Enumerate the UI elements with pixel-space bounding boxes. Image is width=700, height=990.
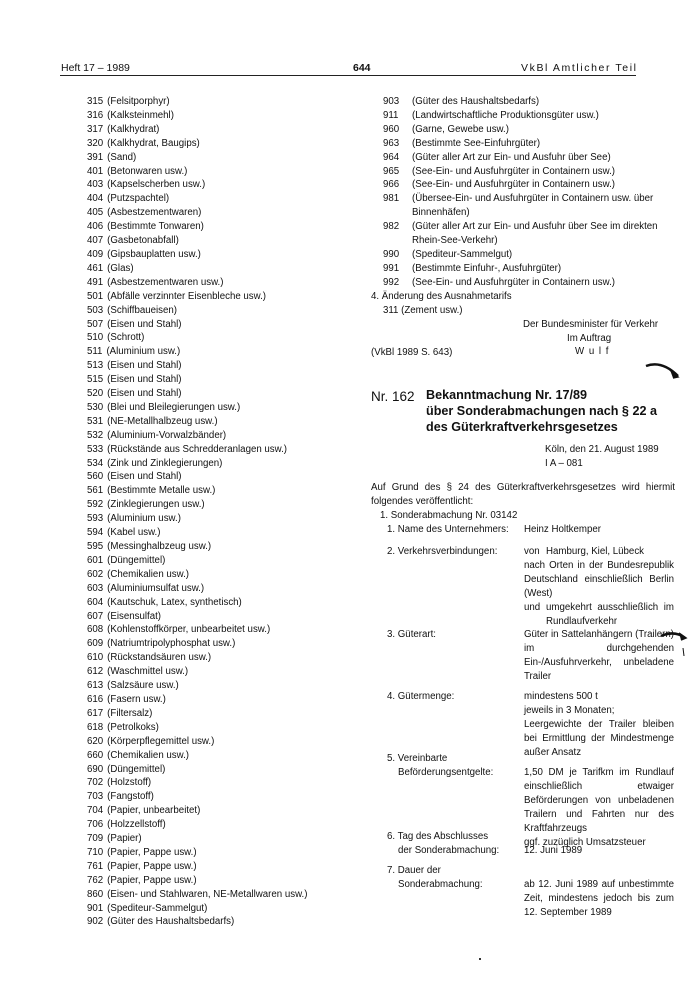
list-item	[87, 443, 357, 457]
list-item-desc: (Aluminiumsulfat usw.)	[107, 582, 205, 594]
list-item-desc: (Aluminium usw.)	[106, 346, 181, 358]
list-item	[87, 623, 357, 637]
list-item	[87, 304, 357, 318]
list-item-code: 660	[87, 749, 104, 761]
list-item-code: 616	[87, 693, 104, 705]
announcement-title	[426, 387, 686, 435]
list-item-desc: (Holzstoff)	[107, 777, 152, 789]
list-item-code: 982	[383, 221, 400, 233]
list-item	[87, 554, 357, 568]
aenderung-heading: 4. Änderung des Ausnahmetarifs	[371, 291, 512, 302]
list-item-desc: (Zink und Zinklegierungen)	[107, 457, 223, 469]
entry-5-label	[387, 752, 512, 780]
list-item	[87, 679, 357, 693]
list-item-code: 991	[383, 262, 400, 274]
list-item	[383, 178, 673, 192]
list-item-desc: (Schrott)	[107, 332, 145, 344]
list-item	[87, 776, 357, 790]
entry-7-label-2: Sonderabmachung:	[398, 878, 483, 890]
list-item-desc: (Kabel usw.)	[107, 527, 161, 539]
list-item-desc: (Papier)	[107, 833, 142, 845]
list-item	[383, 248, 673, 262]
list-item-code: 703	[87, 791, 104, 803]
list-item-code: 609	[87, 638, 104, 650]
entry-2-value	[524, 545, 674, 628]
list-item-desc: (Güter aller Art zur Ein- und Ausfuhr über See)	[412, 151, 611, 163]
entry-4-value-2: jeweils in 3 Monaten;	[524, 704, 615, 716]
announcement-number: Nr. 162	[371, 389, 415, 404]
entry-5-label-1: 5. Vereinbarte	[387, 753, 448, 764]
list-item-code: 511	[87, 346, 103, 358]
list-item-code: 593	[87, 513, 104, 525]
list-item-desc: (Kalksteinmehl)	[107, 109, 174, 121]
list-item	[87, 359, 357, 373]
list-item-code: 530	[87, 401, 104, 413]
list-item-desc: (Fangstoff)	[107, 791, 154, 803]
list-item-code: 911	[383, 109, 399, 121]
list-item	[87, 790, 357, 804]
title-line-2: über Sonderabmachungen nach § 22 a	[426, 404, 657, 418]
list-item-code: 491	[87, 276, 104, 288]
list-item	[87, 804, 357, 818]
list-item-desc: (Eisen und Stahl)	[107, 374, 182, 386]
signature-auftrag: Im Auftrag	[567, 333, 612, 344]
title-line-3: des Güterkraftverkehrsgesetzes	[426, 420, 618, 434]
list-item-code: 407	[87, 235, 104, 247]
list-item-code: 613	[87, 680, 104, 692]
list-item-desc: (Papier, Pappe usw.)	[107, 860, 197, 872]
list-item-desc: (Betonwaren usw.)	[107, 165, 188, 177]
list-item	[87, 874, 357, 888]
list-item	[87, 470, 357, 484]
list-item-code: 561	[87, 485, 104, 497]
entry-7-label	[387, 864, 512, 892]
list-item-code: 710	[87, 846, 104, 858]
left-column-list	[87, 95, 357, 929]
von-value: Hamburg, Kiel, Lübeck	[546, 546, 645, 557]
list-item	[87, 331, 357, 345]
list-item	[383, 151, 673, 165]
list-item-desc: (Eisen- und Stahlwaren, NE-Metallwaren usw.)	[107, 888, 308, 900]
list-item-code: 860	[87, 888, 104, 900]
entry-5-value	[524, 766, 674, 849]
list-item-code: 612	[87, 666, 104, 678]
list-item	[87, 290, 357, 304]
list-item	[87, 165, 357, 179]
list-item-code: 503	[87, 304, 104, 316]
list-item-code: 901	[87, 902, 104, 914]
list-item-code: 992	[383, 276, 400, 288]
list-item-desc: (Landwirtschaftliche Produktionsgüter usw.)	[412, 109, 599, 121]
list-item-desc: (Eisen und Stahl)	[107, 388, 182, 400]
list-item-code: 981	[383, 193, 400, 205]
list-item-desc: (Übersee-Ein- und Ausfuhrgüter in Containern usw. über Binnenhäfen)	[412, 193, 654, 219]
list-item-desc: (Güter aller Art zur Ein- und Ausfuhr über See im direkten Rhein-See-Verkehr)	[412, 221, 658, 247]
running-header-left: Heft 17 – 1989	[61, 62, 130, 74]
list-item	[87, 345, 357, 359]
list-item	[87, 860, 357, 874]
list-item-desc: (Papier, Pappe usw.)	[107, 846, 197, 858]
list-item-code: 690	[87, 763, 104, 775]
list-item-code: 405	[87, 207, 104, 219]
list-item-code: 761	[87, 860, 104, 872]
list-item-code: 702	[87, 777, 104, 789]
list-item-desc: (Spediteur-Sammelgut)	[412, 248, 513, 260]
list-item	[87, 318, 357, 332]
list-item	[87, 665, 357, 679]
list-item	[87, 123, 357, 137]
entry-6-value: 12. Juni 1989	[524, 845, 583, 856]
list-item-code: 706	[87, 819, 104, 831]
sonderabmachung-heading: 1. Sonderabmachung Nr. 03142	[380, 510, 518, 521]
list-item-code: 391	[87, 151, 104, 163]
list-item-desc: (Eisen und Stahl)	[107, 471, 182, 483]
list-item-desc: (Sand)	[107, 151, 137, 163]
list-item-code: 963	[383, 137, 400, 149]
list-item-desc: (Gipsbauplatten usw.)	[107, 248, 201, 260]
list-item-code: 315	[87, 96, 104, 107]
list-item	[87, 248, 357, 262]
list-item-code: 618	[87, 721, 104, 733]
list-item-code: 602	[87, 568, 104, 580]
list-item-desc: (Spediteur-Sammelgut)	[107, 902, 208, 914]
list-item-desc: (Asbestzementwaren usw.)	[107, 276, 224, 288]
list-item-code: 965	[383, 165, 400, 177]
list-item	[87, 220, 357, 234]
list-item-desc: (Asbestzementwaren)	[107, 207, 202, 219]
list-item-code: 608	[87, 624, 104, 636]
list-item-code: 513	[87, 360, 104, 372]
list-item-desc: (Filtersalz)	[107, 707, 153, 719]
list-item-code: 966	[383, 179, 400, 191]
list-item-code: 964	[383, 151, 400, 163]
page-number: 644	[353, 62, 371, 74]
list-item	[383, 109, 673, 123]
list-item	[383, 165, 673, 179]
list-item-code: 560	[87, 471, 104, 483]
list-item-desc: (Körperpflegemittel usw.)	[107, 735, 215, 747]
margin-mark	[659, 630, 691, 658]
list-item-desc: (Aluminium usw.)	[107, 513, 181, 525]
list-item-code: 533	[87, 443, 104, 455]
list-item-code: 501	[87, 290, 104, 302]
reference: I A – 081	[545, 458, 583, 469]
entry-7-label-1: 7. Dauer der	[387, 865, 441, 876]
title-line-1: Bekanntmachung Nr. 17/89	[426, 388, 587, 402]
place-date: Köln, den 21. August 1989	[545, 444, 659, 455]
list-item-desc: (Kapselscherben usw.)	[107, 179, 206, 191]
list-item-code: 531	[87, 415, 104, 427]
list-item-code: 461	[87, 262, 104, 274]
list-item-code: 709	[87, 833, 104, 845]
list-item	[87, 457, 357, 471]
list-item	[87, 192, 357, 206]
list-item	[87, 276, 357, 290]
list-item-code: 607	[87, 610, 104, 622]
list-item	[87, 902, 357, 916]
list-item-desc: (Bestimmte Tonwaren)	[107, 221, 204, 233]
list-item	[87, 832, 357, 846]
entry-5-value-1: 1,50 DM je Tarifkm im Rundlauf einschließlich etwaiger Beförderungen von unbeladenen Trailern und Fahrten nur des Kraftfahrzeugs	[524, 767, 674, 834]
list-item-desc: (Chemikalien usw.)	[107, 568, 190, 580]
list-item-desc: (Blei und Bleilegierungen usw.)	[107, 401, 241, 413]
list-item-code: 617	[87, 707, 104, 719]
list-item	[87, 693, 357, 707]
list-item-code: 316	[87, 109, 104, 121]
list-item-code: 603	[87, 582, 104, 594]
list-item	[383, 192, 673, 220]
entry-3-value: Güter in Sattelanhängern (Trailern) im durchgehenden Ein-/Ausfuhrverkehr, unbeladene Trailer	[524, 629, 674, 682]
list-item-code: 510	[87, 332, 104, 344]
entry-5-label-2: Beförderungsentgelte:	[398, 766, 494, 778]
list-item	[87, 95, 357, 109]
list-item-code: 620	[87, 735, 104, 747]
list-item	[87, 721, 357, 735]
entry-4-label: 4. Gütermenge:	[387, 691, 455, 702]
list-item-desc: (Glas)	[107, 262, 134, 274]
list-item-desc: (Natriumtripolyphosphat usw.)	[107, 638, 236, 650]
list-item-desc: (Papier, unbearbeitet)	[107, 805, 201, 817]
list-item-code: 704	[87, 805, 104, 817]
list-item-desc: (Bestimmte Metalle usw.)	[107, 485, 216, 497]
list-item-code: 401	[87, 165, 104, 177]
entry-5-value-2: ggf. zuzüglich Umsatzsteuer	[524, 836, 646, 848]
list-item	[87, 373, 357, 387]
list-item-code: 320	[87, 137, 104, 149]
list-item	[87, 498, 357, 512]
list-item	[87, 749, 357, 763]
list-item	[87, 387, 357, 401]
entry-6-label-2: der Sonderabmachung:	[398, 844, 500, 856]
list-item-code: 515	[87, 374, 104, 386]
list-item	[87, 888, 357, 902]
list-item-desc: (Felsitporphyr)	[107, 96, 170, 107]
list-item-desc: (Papier, Pappe usw.)	[107, 874, 197, 886]
list-item-code: 601	[87, 554, 104, 566]
list-item-code: 532	[87, 429, 104, 441]
list-item-code: 592	[87, 499, 104, 511]
list-item-desc: (Güter des Haushaltsbedarfs)	[107, 916, 235, 928]
list-item-code: 534	[87, 457, 104, 469]
list-item-desc: (Fasern usw.)	[107, 693, 166, 705]
list-item-desc: (Kautschuk, Latex, synthetisch)	[107, 596, 242, 608]
entry-7-value: ab 12. Juni 1989 auf unbestimmte Zeit, mindestens jedoch bis zum 12. September 1989	[524, 879, 674, 918]
list-item-desc: (Holzzellstoff)	[107, 819, 166, 831]
list-item-desc: (Messinghalbzeug usw.)	[107, 541, 212, 552]
list-item	[87, 735, 357, 749]
entry-4-value	[524, 690, 674, 760]
list-item-code: 903	[383, 96, 400, 107]
list-item-code: 604	[87, 596, 104, 608]
list-item	[87, 262, 357, 276]
entry-3-label: 3. Güterart:	[387, 629, 436, 640]
list-item-code: 406	[87, 221, 104, 233]
list-item	[87, 178, 357, 192]
list-item-desc: (NE-Metallhalbzeug usw.)	[107, 415, 218, 427]
list-item-code: 610	[87, 652, 104, 664]
entry-1-value: Heinz Holtkemper	[524, 524, 601, 535]
entry-6-label-1: 6. Tag des Abschlusses	[387, 831, 489, 842]
list-item	[87, 512, 357, 526]
list-item-code: 594	[87, 527, 104, 539]
list-item-code: 762	[87, 874, 104, 886]
list-item	[383, 220, 673, 248]
list-item-desc: (Gasbetonabfall)	[107, 235, 179, 247]
list-item-code: 317	[87, 123, 104, 135]
list-item-code: 595	[87, 541, 104, 552]
list-item-desc: (Kalkhydrat, Baugips)	[107, 137, 200, 149]
list-item	[383, 137, 673, 151]
list-item-code: 507	[87, 318, 104, 330]
list-item	[87, 651, 357, 665]
nach-value: nach Orten in der Bundesrepublik Deutschland einschließlich Berlin (West)	[524, 559, 674, 599]
list-item	[87, 206, 357, 220]
intro-paragraph: Auf Grund des § 24 des Güterkraftverkehrsgesetzes wird hiermit folgendes veröffentlicht:	[371, 482, 675, 507]
list-item	[383, 95, 673, 109]
list-item-desc: (See-Ein- und Ausfuhrgüter in Containern usw.)	[412, 179, 616, 191]
list-item-desc: (Schiffbaueisen)	[107, 304, 177, 316]
list-item	[87, 401, 357, 415]
signature-authority: Der Bundesminister für Verkehr	[523, 319, 659, 330]
und-value: umgekehrt ausschließlich im Rundlaufverkehr	[546, 601, 674, 627]
list-item	[87, 484, 357, 498]
list-item-desc: (Eisensulfat)	[107, 610, 162, 622]
list-item-desc: (Salzsäure usw.)	[107, 680, 179, 692]
list-item-desc: (Düngemittel)	[107, 763, 166, 775]
list-item-desc: (Rückstandsäuren usw.)	[107, 652, 212, 664]
und-keyword: und	[524, 601, 541, 613]
list-item-code: 409	[87, 248, 104, 260]
list-item-desc: (Kohlenstoffkörper, unbearbeitet usw.)	[107, 624, 271, 636]
list-item-desc: (Putzspachtel)	[107, 193, 170, 205]
list-item	[87, 582, 357, 596]
entry-4-value-1: mindestens 500 t	[524, 691, 598, 702]
list-item-desc: (Abfälle verzinnter Eisenbleche usw.)	[107, 290, 267, 302]
list-item	[87, 109, 357, 123]
entry-1-label: 1. Name des Unternehmers:	[387, 524, 509, 535]
citation: (VkBl 1989 S. 643)	[371, 347, 453, 358]
aenderung-item: 311 (Zement usw.)	[383, 305, 463, 316]
list-item	[87, 596, 357, 610]
list-item	[383, 276, 673, 290]
list-item	[87, 915, 357, 929]
list-item	[87, 151, 357, 165]
entry-4-value-3: Leergewichte der Trailer bleiben bei Ermittlung der Mindestmenge außer Ansatz	[524, 718, 674, 758]
list-item	[87, 610, 357, 624]
list-item-desc: (See-Ein- und Ausfuhrgüter in Containern usw.)	[412, 165, 616, 177]
list-item-desc: (Eisen und Stahl)	[107, 318, 182, 330]
list-item-desc: (Zinklegierungen usw.)	[107, 499, 205, 511]
list-item-desc: (Güter des Haushaltsbedarfs)	[412, 96, 540, 107]
list-item-desc: (Kalkhydrat)	[107, 123, 160, 135]
list-item-desc: (Garne, Gewebe usw.)	[412, 123, 509, 135]
list-item-code: 902	[87, 916, 104, 928]
list-item	[87, 568, 357, 582]
list-item	[87, 429, 357, 443]
list-item-desc: (Chemikalien usw.)	[107, 749, 190, 761]
von-keyword: von	[524, 546, 540, 557]
running-header-right: VkBl Amtlicher Teil	[521, 62, 638, 74]
list-item	[383, 123, 673, 137]
list-item	[87, 707, 357, 721]
list-item	[87, 818, 357, 832]
list-item	[87, 637, 357, 651]
list-item	[87, 763, 357, 777]
list-item	[87, 415, 357, 429]
list-item-code: 990	[383, 248, 400, 260]
signature-name: W u l f	[575, 346, 610, 357]
entry-2-label: 2. Verkehrsverbindungen:	[387, 546, 498, 557]
list-item-desc: (Waschmittel usw.)	[107, 666, 189, 678]
list-item-code: 960	[383, 123, 400, 135]
list-item-desc: (Petrolkoks)	[107, 721, 159, 733]
list-item-desc: (Aluminium-Vorwalzbänder)	[107, 429, 227, 441]
print-speck	[479, 958, 481, 960]
list-item	[383, 262, 673, 276]
list-item-desc: (Düngemittel)	[107, 554, 166, 566]
list-item-desc: (Rückstände aus Schredderanlagen usw.)	[107, 443, 288, 455]
list-item	[87, 526, 357, 540]
list-item-code: 404	[87, 193, 104, 205]
list-item-desc: (Bestimmte Einfuhr-, Ausfuhrgüter)	[412, 262, 562, 274]
header-rule	[60, 75, 636, 76]
list-item-desc: (Bestimmte See-Einfuhrgüter)	[412, 137, 541, 149]
list-item	[87, 234, 357, 248]
list-item	[87, 137, 357, 151]
margin-mark	[644, 360, 680, 380]
list-item-desc: (Eisen und Stahl)	[107, 360, 182, 372]
list-item-desc: (See-Ein- und Ausfuhrgüter in Containern usw.)	[412, 276, 616, 288]
entry-6-label	[387, 830, 512, 858]
list-item	[87, 846, 357, 860]
right-column-list	[383, 95, 673, 290]
list-item-code: 403	[87, 179, 104, 191]
list-item	[87, 540, 357, 554]
list-item-code: 520	[87, 388, 104, 400]
